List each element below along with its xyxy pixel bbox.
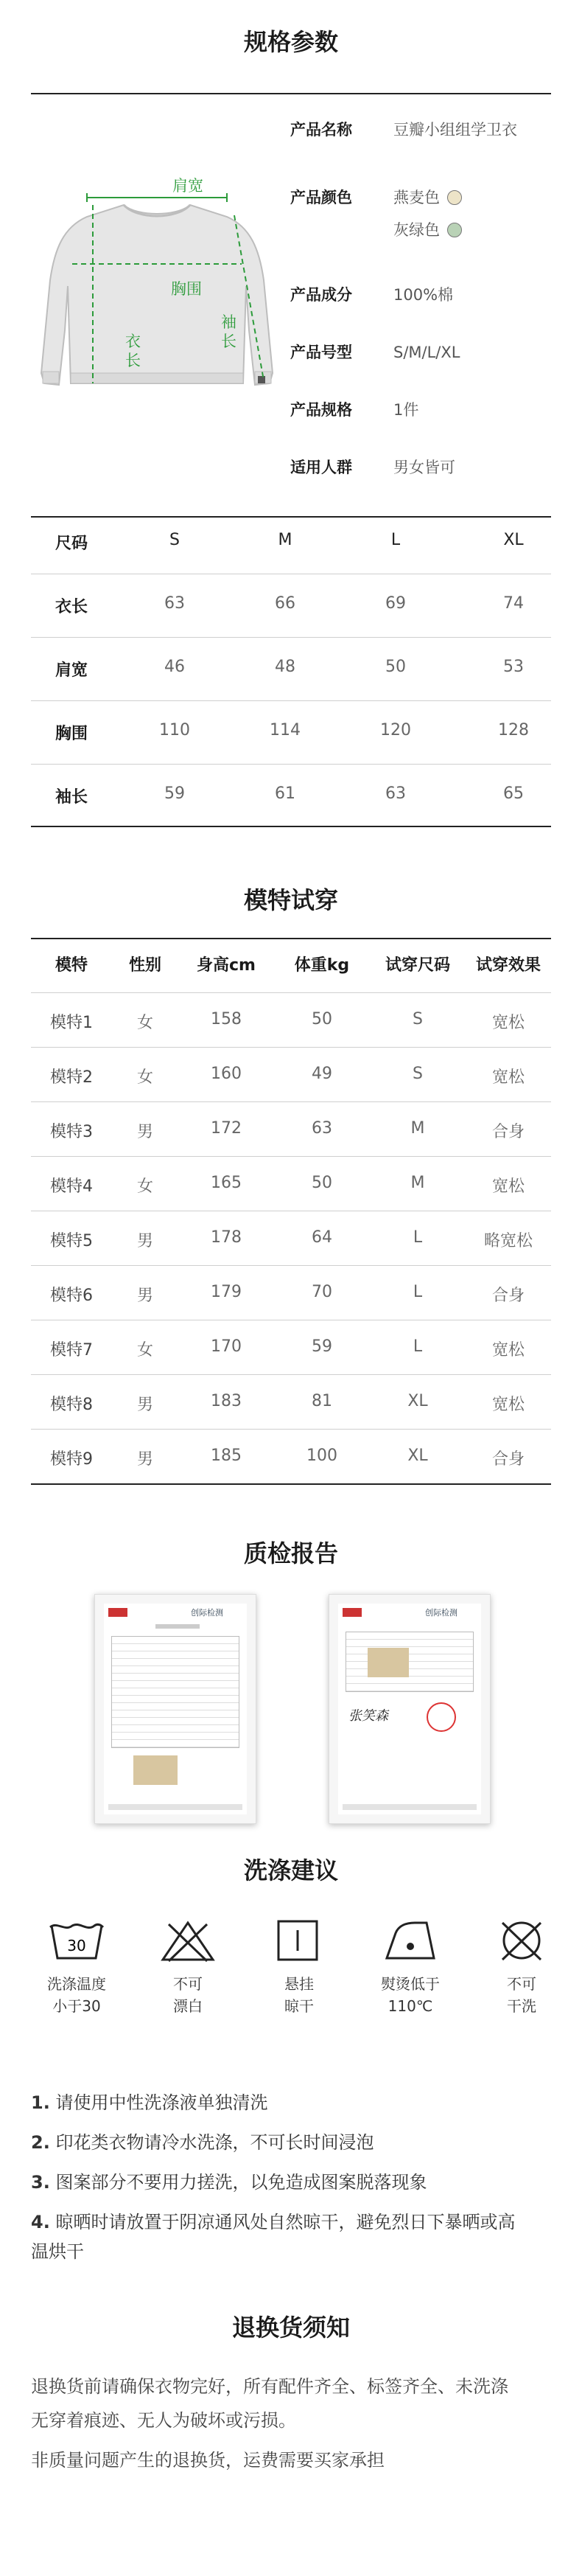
model-cell: 170 [211, 1337, 242, 1356]
model-cell: 160 [211, 1065, 242, 1083]
model-cell: 模特2 [50, 1068, 93, 1087]
no-bleach-icon [158, 1918, 217, 1963]
care-note-1: 1. 请使用中性洗涤液单独清洗 [31, 2092, 268, 2113]
care-title: 洗涤建议 [243, 1856, 338, 1884]
model-cell: L [413, 1228, 423, 1247]
returns-paragraph-2: 非质量问题产生的退换货，运费需要买家承担 [31, 2450, 385, 2471]
model-header-cell: 身高cm [197, 956, 256, 975]
model-cell: 略宽松 [483, 1232, 533, 1250]
divider [31, 637, 551, 638]
model-cell: 宽松 [491, 1341, 525, 1360]
svg-text:30: 30 [67, 1937, 86, 1954]
model-title: 模特试穿 [243, 886, 338, 914]
report-page-1 [94, 1594, 256, 1824]
returns-paragraph-1: 退换货前请确保衣物完好，所有配件齐全、标签齐全、未洗涤 无穿着痕迹、无人为破坏或污损。 [31, 2376, 508, 2431]
care-note-4: 4. 晾晒时请放置于阴凉通风处自然晾干，避免烈日下暴晒或高 温烘干 [31, 2212, 516, 2262]
model-cell: 女 [136, 1068, 153, 1087]
divider [31, 516, 551, 518]
model-cell: 合身 [491, 1450, 525, 1469]
model-cell: 模特1 [50, 1014, 93, 1032]
model-cell: 宽松 [491, 1396, 525, 1414]
model-cell: 女 [136, 1177, 153, 1196]
model-cell: XL [407, 1447, 428, 1465]
model-cell: 64 [312, 1228, 332, 1247]
model-cell: 158 [211, 1010, 242, 1028]
divider [31, 992, 551, 993]
color-swatch-gray-green [447, 223, 462, 237]
spec-row-color: 产品颜色 燕麦色 [290, 183, 548, 212]
hang-dry-icon [270, 1918, 329, 1963]
divider [31, 764, 551, 765]
spec-row-name: 产品名称 豆瓣小组组学卫衣 [290, 121, 517, 139]
model-cell: L [413, 1337, 423, 1356]
divider [31, 1156, 551, 1157]
divider [31, 1101, 551, 1102]
model-cell: 183 [211, 1392, 242, 1410]
divider [31, 826, 551, 827]
model-cell: 100 [306, 1447, 337, 1465]
model-cell: 模特3 [50, 1123, 93, 1141]
spec-row-spec: 产品规格 1件 [290, 401, 419, 419]
label-length: 衣 长 [125, 333, 141, 369]
model-cell: 合身 [491, 1123, 525, 1141]
care-iron: 熨烫低于 110℃ [366, 1918, 455, 2017]
care-note-2: 2. 印花类衣物请冷水洗涤，不可长时间浸泡 [31, 2132, 374, 2153]
model-cell: 男 [136, 1123, 153, 1141]
model-cell: 50 [312, 1010, 332, 1028]
report-lab-name: 创际检测 [191, 1608, 223, 1618]
model-cell: 女 [136, 1341, 153, 1360]
model-cell: 男 [136, 1396, 153, 1414]
model-cell: 男 [136, 1232, 153, 1250]
report-title: 质检报告 [243, 1539, 338, 1567]
model-cell: 165 [211, 1174, 242, 1192]
wash-30-icon [47, 1918, 106, 1963]
spec-row-material: 产品成分 100%棉 [290, 286, 454, 304]
spec-row-audience: 适用人群 男女皆可 [290, 459, 455, 476]
model-cell: 63 [312, 1119, 332, 1138]
model-cell: 模特8 [50, 1396, 93, 1414]
model-cell: M [410, 1119, 425, 1138]
model-cell: 178 [211, 1228, 242, 1247]
spec-row-color-2: 灰绿色 [290, 215, 548, 245]
model-cell: L [413, 1283, 423, 1301]
divider [31, 700, 551, 701]
model-cell: 宽松 [491, 1014, 525, 1032]
report-logo-icon [108, 1608, 127, 1617]
report-signature: 张笑森 [348, 1708, 388, 1724]
model-cell: 179 [211, 1283, 242, 1301]
model-cell: 男 [136, 1450, 153, 1469]
divider [31, 1047, 551, 1048]
model-header-cell: 体重kg [294, 956, 350, 975]
report-stamp [427, 1702, 456, 1732]
care-note-3: 3. 图案部分不要用力搓洗，以免造成图案脱落现象 [31, 2172, 427, 2193]
color-swatch-oatmeal [447, 190, 462, 205]
model-cell: 宽松 [491, 1177, 525, 1196]
sweatshirt-diagram [35, 162, 278, 405]
model-cell: 模特6 [50, 1287, 93, 1305]
model-cell: 70 [312, 1283, 332, 1301]
model-cell: 合身 [491, 1287, 525, 1305]
label-sleeve: 袖 长 [221, 313, 236, 350]
care-no-dry-clean: 不可 干洗 [477, 1918, 566, 2017]
model-cell: 模特5 [50, 1232, 93, 1250]
model-cell: 男 [136, 1287, 153, 1305]
model-header-cell: 模特 [55, 956, 88, 975]
model-cell: 50 [312, 1174, 332, 1192]
label-shoulder: 肩宽 [172, 177, 203, 195]
model-cell: XL [407, 1392, 428, 1410]
divider [31, 1374, 551, 1375]
model-cell: 59 [312, 1337, 332, 1356]
care-hang-dry: 悬挂 晾干 [255, 1918, 343, 2017]
model-cell: 模特4 [50, 1177, 93, 1196]
model-cell: 185 [211, 1447, 242, 1465]
divider [31, 93, 551, 94]
report-page-2 [329, 1594, 491, 1824]
spec-row-sizes: 产品号型 S/M/L/XL [290, 344, 460, 361]
report-logo-icon [343, 1608, 362, 1617]
divider [31, 1483, 551, 1485]
returns-title: 退换货须知 [231, 2314, 350, 2342]
model-header-cell: 试穿尺码 [385, 956, 450, 975]
model-cell: 宽松 [491, 1068, 525, 1087]
model-cell: 81 [312, 1392, 332, 1410]
iron-low-icon [381, 1918, 440, 1963]
model-cell: 172 [211, 1119, 242, 1138]
report-lab-name: 创际检测 [425, 1608, 457, 1618]
spec-title: 规格参数 [243, 28, 338, 56]
no-dry-clean-icon [492, 1918, 551, 1963]
model-cell: S [413, 1010, 423, 1028]
model-cell: 模特7 [50, 1341, 93, 1360]
model-cell: 模特9 [50, 1450, 93, 1469]
divider [31, 938, 551, 939]
care-no-bleach: 不可 漂白 [144, 1918, 232, 2017]
model-header-cell: 试穿效果 [475, 956, 541, 975]
model-cell: 49 [312, 1065, 332, 1083]
divider [31, 1429, 551, 1430]
report-sample-photo [368, 1648, 409, 1677]
label-chest: 胸围 [171, 280, 202, 298]
model-cell: 女 [136, 1014, 153, 1032]
model-header-cell: 性别 [128, 956, 161, 975]
divider [31, 1265, 551, 1266]
care-wash: 30 洗涤温度 小于30 [32, 1918, 121, 2017]
report-sample-photo [133, 1755, 178, 1785]
model-cell: M [410, 1174, 425, 1192]
model-cell: S [413, 1065, 423, 1083]
